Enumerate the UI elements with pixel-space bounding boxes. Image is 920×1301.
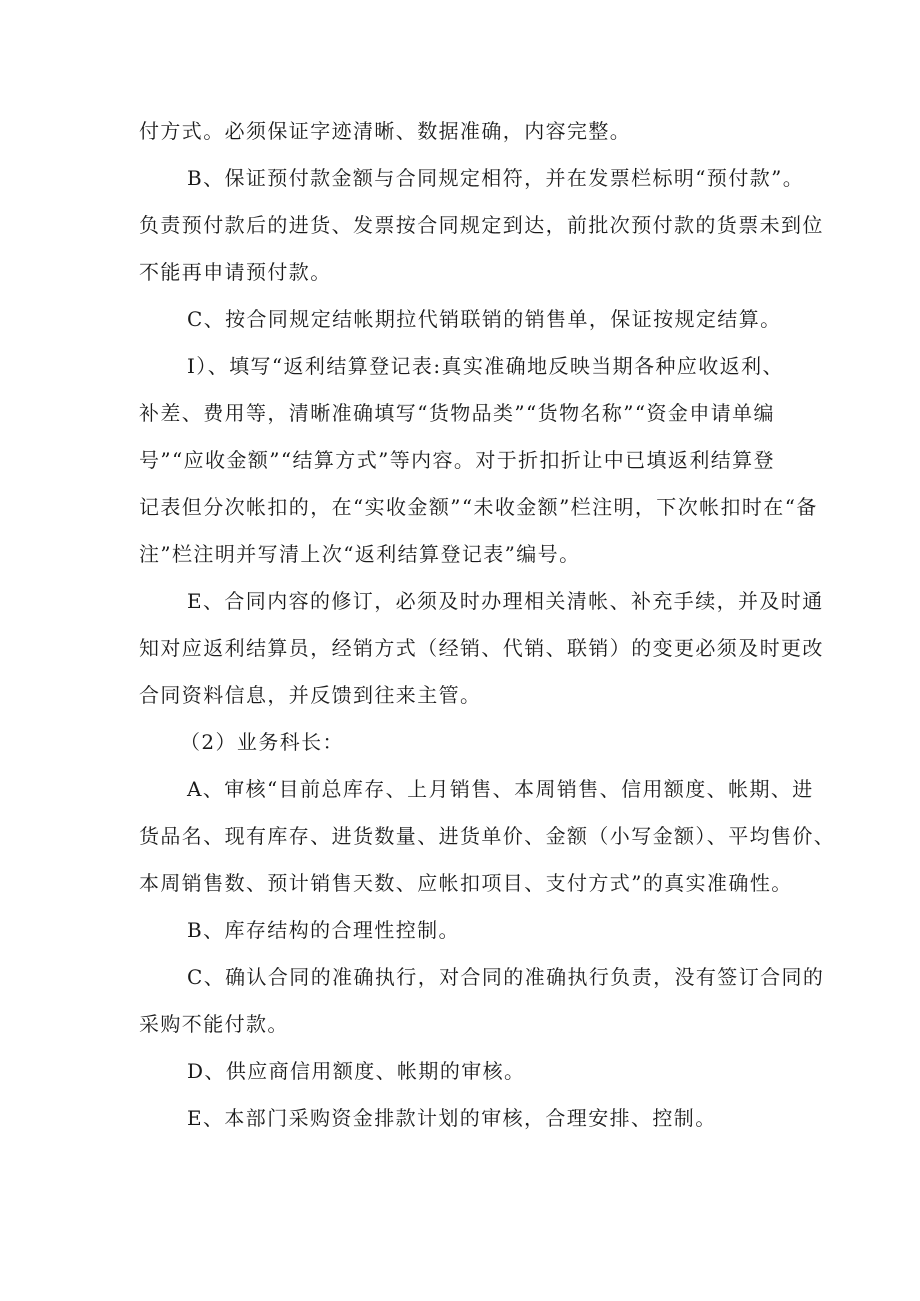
text-line-1: 付方式。必须保证字迹清晰、数据准确，内容完整。 [139, 119, 632, 143]
paragraph-d-line-3: 号”“应收金额”“结算方式”等内容。对于折扣折让中已填返利结算登 [139, 448, 775, 472]
item-c-line-1: C、确认合同的准确执行，对合同的准确执行负责，没有签订合同的 [187, 965, 825, 989]
paragraph-e-line-3: 合同资料信息，并反馈到往来主管。 [139, 683, 482, 707]
paragraph-d-line-1: I）、填写“返利结算登记表:真实准确地反映当期各种应收返利、 [187, 354, 784, 378]
paragraph-d-line-2: 补差、费用等，清晰准确填写“货物品类”“货物名称”“资金申请单编 [139, 401, 775, 425]
paragraph-d-line-4: 记表但分次帐扣的，在“实收金额”“未收金额”栏注明，下次帐扣时在“备 [139, 495, 818, 519]
item-b-line-1: B、库存结构的合理性控制。 [187, 918, 460, 942]
item-d-line-1: D、供应商信用额度、帐期的审核。 [187, 1059, 526, 1083]
paragraph-c-line-1: C、按合同规定结帐期拉代销联销的销售单，保证按规定结算。 [187, 307, 782, 331]
item-c-line-2: 采购不能付款。 [139, 1012, 289, 1036]
paragraph-e-line-2: 知对应返利结算员，经销方式（经销、代销、联销）的变更必须及时更改 [139, 636, 824, 660]
item-a-line-2: 货品名、现有库存、进货数量、进货单价、金额（小写金额）、平均售价、 [139, 824, 836, 848]
section-heading: （2）业务科长： [180, 730, 344, 754]
item-a-line-3: 本周销售数、预计销售天数、应帐扣项目、支付方式”的真实准确性。 [139, 871, 793, 895]
paragraph-d-line-5: 注”栏注明并写清上次“返利结算登记表”编号。 [139, 542, 581, 566]
item-e-line-1: E、本部门采购资金排款计划的审核，合理安排、控制。 [187, 1106, 717, 1130]
item-a-line-1: A、审核“目前总库存、上月销售、本周销售、信用额度、帐期、进 [187, 777, 814, 801]
paragraph-b-line-2: 负责预付款后的进货、发票按合同规定到达，前批次预付款的货票未到位 [139, 213, 824, 237]
paragraph-e-line-1: E、合同内容的修订，必须及时办理相关清帐、补充手续，并及时通 [187, 589, 824, 613]
paragraph-b-line-3: 不能再申请预付款。 [139, 260, 332, 284]
paragraph-b-line-1: B、保证预付款金额与合同规定相符，并在发票栏标明“预付款”。 [187, 166, 805, 190]
